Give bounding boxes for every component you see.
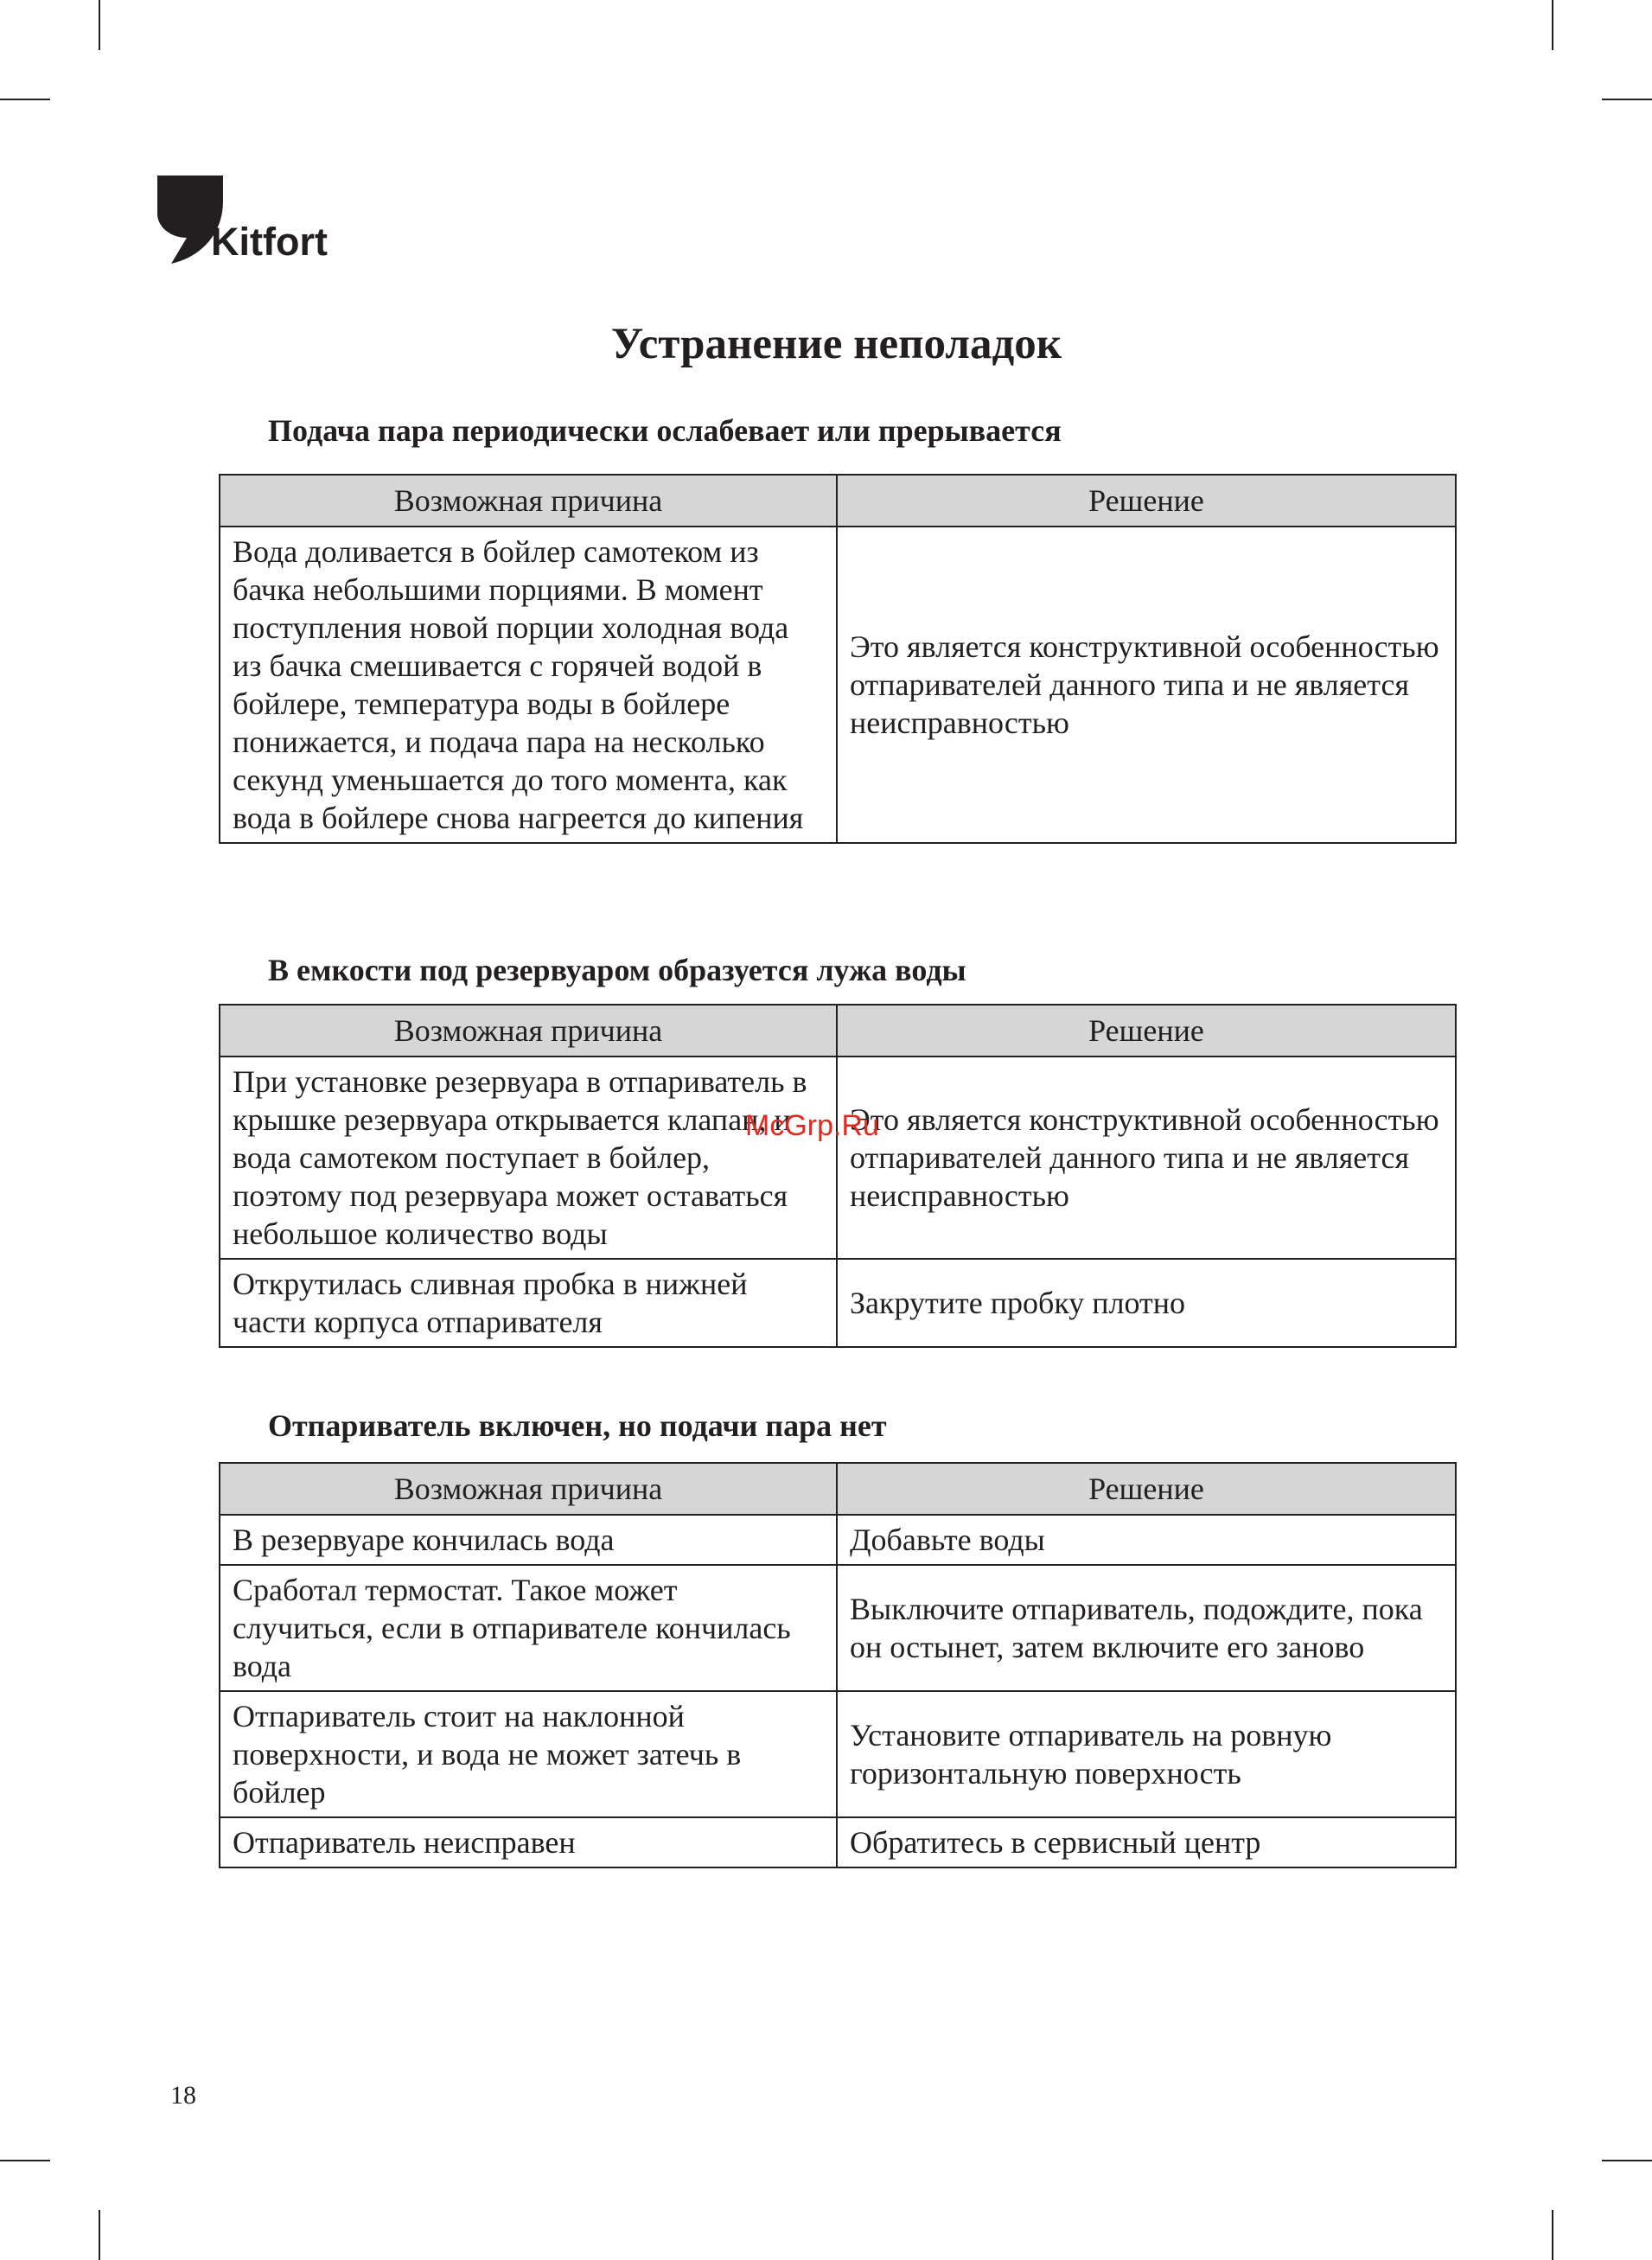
table-header-row bbox=[220, 1463, 1456, 1515]
table-row bbox=[220, 527, 1456, 843]
cause-cell: Открутилась сливная пробка в нижней части корпуса отпаривателя bbox=[220, 1259, 837, 1347]
cause-cell: Вода доливается в бойлер самотеком из бачка небольшими порциями. В момент поступления новой порции холодная вода из бачка смешивается с горячей водой в бойлере, температура воды в бойлере понижается, и подача пара на несколько секунд уменьшается до того момента, как вода в бойлере снова нагреется до кипения bbox=[220, 527, 837, 843]
cause-cell: Отпариватель неисправен bbox=[220, 1817, 837, 1867]
solution-cell: Добавьте воды bbox=[837, 1515, 1456, 1565]
crop-mark bbox=[1602, 2160, 1652, 2161]
cause-cell: При установке резервуара в отпариватель в крышке резервуара открывается клапан, и вода самотеком поступает в бойлер, поэтому под резервуара может оставаться небольшое количество воды bbox=[220, 1057, 837, 1259]
brand-name: Kitfort bbox=[211, 220, 328, 264]
section-heading: Подача пара периодически ослабевает или прерывается bbox=[268, 413, 1062, 448]
solution-cell: Это является конструктивной особенностью отпаривателей данного типа и не является неисправностью bbox=[837, 527, 1456, 843]
page-title: Устранение неполадок bbox=[610, 320, 1062, 368]
table-row bbox=[220, 1565, 1456, 1691]
crop-mark bbox=[99, 2210, 100, 2260]
crop-mark bbox=[1602, 99, 1652, 100]
trouble-table bbox=[219, 1462, 1457, 1868]
table-row bbox=[220, 1515, 1456, 1565]
solution-cell: Закрутите пробку плотно bbox=[837, 1259, 1456, 1347]
watermark: McGrp.Ru bbox=[745, 1109, 879, 1142]
table-header-row bbox=[220, 475, 1456, 527]
crop-mark bbox=[1552, 2210, 1553, 2260]
cause-column-header: Возможная причина bbox=[220, 1463, 837, 1515]
crop-mark bbox=[99, 0, 100, 50]
section-heading: Отпариватель включен, но подачи пара нет bbox=[268, 1408, 887, 1443]
solution-column-header: Решение bbox=[837, 475, 1456, 527]
cause-column-header: Возможная причина bbox=[220, 1005, 837, 1057]
crop-mark bbox=[1552, 0, 1553, 50]
table-row bbox=[220, 1817, 1456, 1867]
crop-mark bbox=[0, 99, 50, 100]
trouble-table bbox=[219, 474, 1457, 844]
cause-cell: В резервуаре кончилась вода bbox=[220, 1515, 837, 1565]
crop-mark bbox=[0, 2160, 50, 2161]
cause-cell: Отпариватель стоит на наклонной поверхности, и вода не может затечь в бойлер bbox=[220, 1691, 837, 1817]
table-row bbox=[220, 1691, 1456, 1817]
brand-logo bbox=[157, 176, 348, 269]
trouble-table bbox=[219, 1004, 1457, 1348]
solution-cell: Выключите отпариватель, подождите, пока он остынет, затем включите его заново bbox=[837, 1565, 1456, 1691]
solution-cell: Установите отпариватель на ровную горизонтальную поверхность bbox=[837, 1691, 1456, 1817]
cause-column-header: Возможная причина bbox=[220, 475, 837, 527]
solution-cell: Обратитесь в сервисный центр bbox=[837, 1817, 1456, 1867]
page-number: 18 bbox=[170, 2081, 196, 2110]
solution-column-header: Решение bbox=[837, 1463, 1456, 1515]
solution-cell: Это является конструктивной особенностью отпаривателей данного типа и не является неисправностью bbox=[837, 1057, 1456, 1259]
table-row bbox=[220, 1259, 1456, 1347]
section-heading: В емкости под резервуаром образуется лужа воды bbox=[268, 953, 966, 987]
table-header-row bbox=[220, 1005, 1456, 1057]
table-row bbox=[220, 1057, 1456, 1259]
solution-column-header: Решение bbox=[837, 1005, 1456, 1057]
cause-cell: Сработал термостат. Такое может случиться, если в отпаривателе кончилась вода bbox=[220, 1565, 837, 1691]
